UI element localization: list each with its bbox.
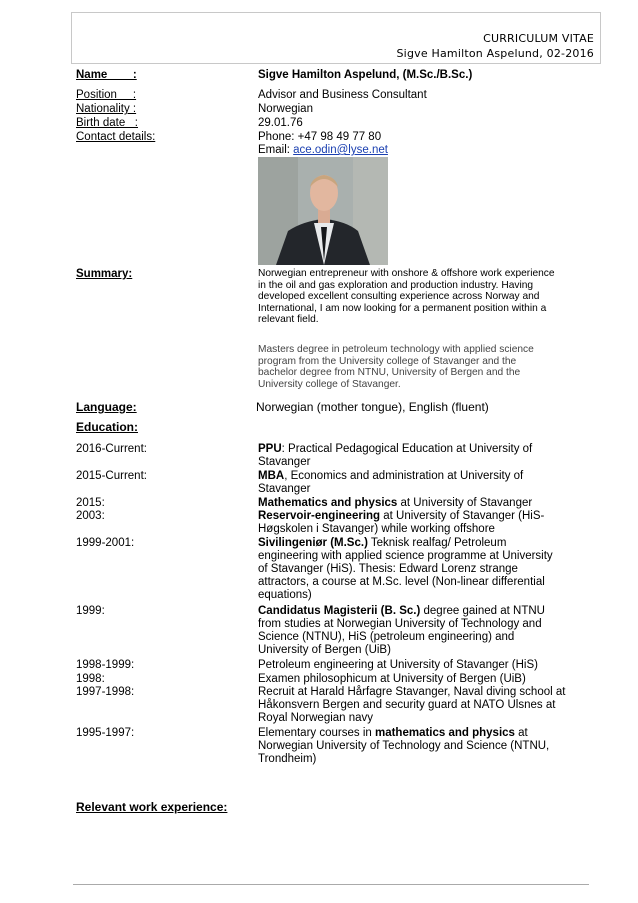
- edu-entry: [258, 673, 573, 686]
- name-value: Sigve Hamilton Aspelund, (M.Sc./B.Sc.): [258, 69, 473, 81]
- edu-desc: : Practical Pedagogical Education at University of Stavanger: [258, 443, 533, 468]
- edu-degree: Candidatus Magisterii (B. Sc.): [258, 605, 421, 617]
- profile-photo: [258, 157, 388, 265]
- edu-date: 1998-1999:: [76, 659, 135, 671]
- edu-degree: Mathematics and physics: [258, 497, 398, 509]
- phone-value: Phone: +47 98 49 77 80: [258, 131, 382, 143]
- nationality-value: Norwegian: [258, 103, 313, 115]
- portrait-illustration: [258, 157, 388, 265]
- summary-paragraph-1: Norwegian entrepreneur with onshore & offshore work experience in the oil and gas exploration and production industry. Having developed excellent consulting experience across Norway and International, I am now looking for a permanent position within a relevant field.: [258, 268, 555, 326]
- edu-entry: [258, 659, 573, 672]
- edu-degree: mathematics and physics: [374, 727, 515, 739]
- edu-date: 1995-1997:: [76, 727, 135, 739]
- edu-entry: [258, 686, 568, 725]
- edu-entry: [258, 537, 563, 602]
- language-value: Norwegian (mother tongue), English (fluent): [256, 400, 489, 414]
- nationality-label: Nationality :: [76, 103, 137, 115]
- edu-desc: Examen philosophicum at University of Bergen (UiB): [258, 673, 526, 685]
- name-label: Name :: [76, 69, 137, 81]
- edu-desc-prefix: Elementary courses in: [258, 727, 375, 739]
- edu-desc: , Economics and administration at University of Stavanger: [258, 470, 524, 495]
- edu-desc: at University of Stavanger: [397, 497, 533, 509]
- edu-date: 1999-2001:: [76, 537, 135, 549]
- edu-entry: [258, 510, 558, 536]
- language-label: Language:: [76, 400, 137, 414]
- edu-desc: Petroleum engineering at University of Stavanger (HiS): [258, 659, 538, 671]
- birth-date-label: Birth date :: [76, 117, 139, 129]
- edu-degree: Sivilingeniør (M.Sc.): [258, 537, 368, 549]
- edu-date: 2015-Current:: [76, 470, 147, 482]
- edu-desc: at Norwegian University of Technology and Science (NTNU, Trondheim): [258, 727, 550, 765]
- edu-desc: at University of Stavanger (HiS-Høgskolen i Stavanger) while working offshore: [258, 510, 545, 535]
- edu-date: 2015:: [76, 497, 105, 509]
- edu-entry: [258, 443, 558, 469]
- edu-date: 2003:: [76, 510, 105, 522]
- header-box: [71, 12, 601, 64]
- email-link[interactable]: ace.odin@lyse.net: [293, 144, 388, 156]
- edu-date: 1999:: [76, 605, 105, 617]
- edu-date: 1997-1998:: [76, 686, 135, 698]
- summary-paragraph-2: Masters degree in petroleum technology with applied science program from the University college of Stavanger and the bachelor degree from NTNU, University of Bergen and the University college of Stavanger.: [258, 344, 534, 390]
- edu-desc: Recruit at Harald Hårfagre Stavanger, Naval diving school at Håkonsvern Bergen and security guard at NATO Ulsnes at Royal Norwegian navy: [258, 686, 566, 724]
- position-label: Position :: [76, 89, 137, 101]
- edu-degree: PPU: [258, 443, 282, 455]
- birth-date-value: 29.01.76: [258, 117, 303, 129]
- edu-entry: [258, 605, 563, 657]
- contact-label: Contact details:: [76, 131, 156, 143]
- edu-date: 2016-Current:: [76, 443, 147, 455]
- edu-entry: [258, 727, 568, 766]
- footer-divider: [73, 884, 589, 885]
- edu-desc: degree gained at NTNU from studies at Norwegian University of Technology and Science (NTNU), HiS (petroleum engineering) and University of Bergen (UiB): [258, 605, 545, 656]
- education-label: Education:: [76, 420, 138, 434]
- edu-date: 1998:: [76, 673, 105, 685]
- edu-degree: Reservoir-engineering: [258, 510, 381, 522]
- cv-subtitle: Sigve Hamilton Aspelund, 02-2016: [396, 47, 594, 60]
- summary-label: Summary:: [76, 268, 133, 280]
- cv-title: CURRICULUM VITAE: [483, 32, 594, 45]
- edu-entry: [258, 470, 558, 496]
- email-line: [258, 144, 578, 157]
- work-experience-label: Relevant work experience:: [76, 800, 228, 814]
- edu-desc: Teknisk realfag/ Petroleum engineering with applied science programme at University of Stavanger (HiS). Thesis: Edward Lorenz strange attractors, a course at M.Sc. level (Non-linear differential equations): [258, 537, 553, 601]
- position-value: Advisor and Business Consultant: [258, 89, 427, 101]
- email-prefix: Email:: [258, 144, 294, 156]
- edu-entry: [258, 497, 558, 510]
- edu-degree: MBA: [258, 470, 285, 482]
